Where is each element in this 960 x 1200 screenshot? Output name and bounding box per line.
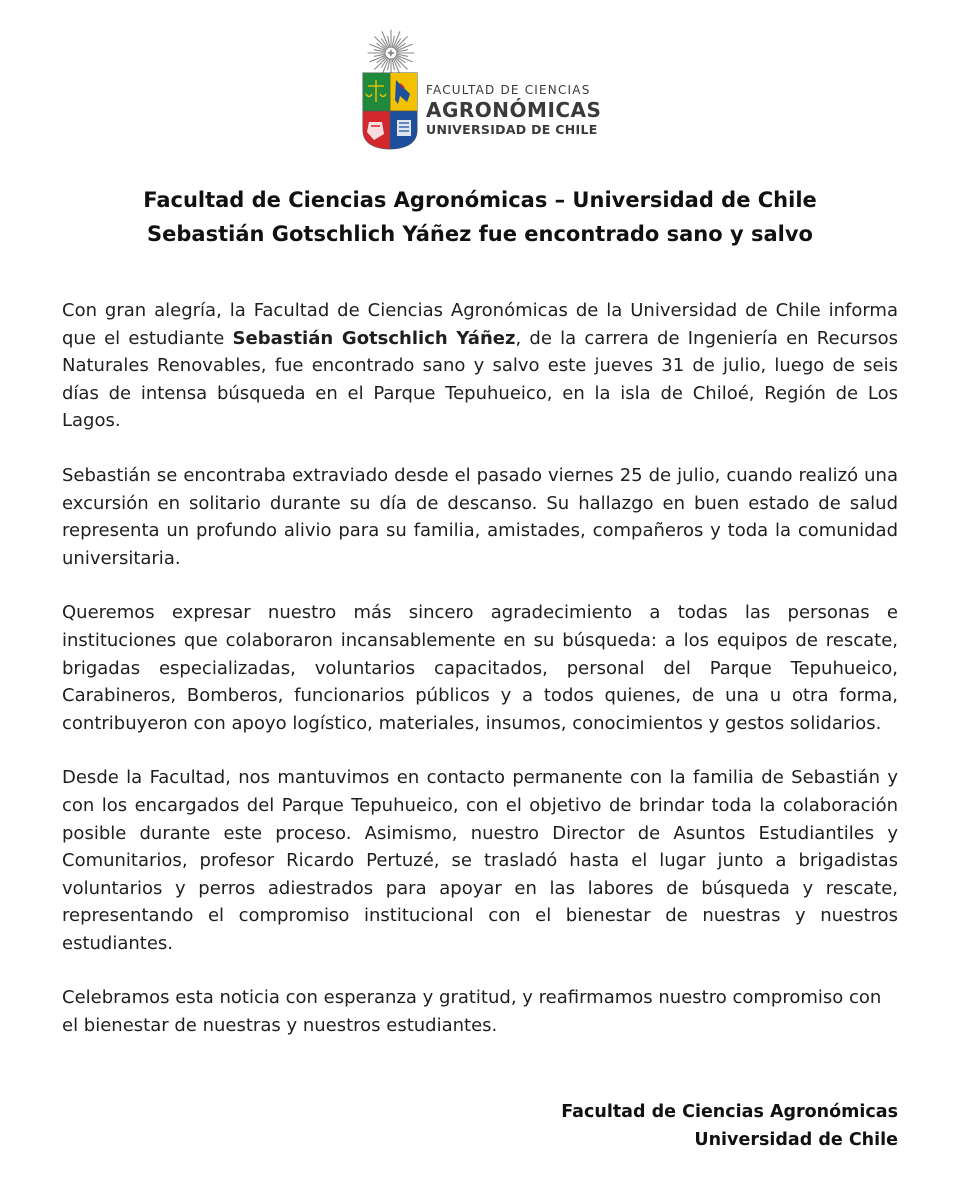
document-body (62, 297, 898, 1067)
logo-line-3: UNIVERSIDAD DE CHILE (426, 122, 598, 137)
faculty-logo (362, 28, 622, 150)
p1-text-after: , de la carrera de Ingeniería en Recursos Naturales Renovables, fue encontrado sano y salvo este jueves 31 de julio, luego de seis días de intensa búsqueda en el Parque Tepuhueico, en la isla de Chiloé, Región de Los Lagos. (62, 327, 899, 432)
logo-wordmark (426, 84, 601, 137)
logo-line-2: AGRONÓMICAS (426, 98, 602, 122)
signature-line-1: Facultad de Ciencias Agronómicas (561, 1102, 898, 1122)
paragraph-5: Celebramos esta noticia con esperanza y gratitud, y reafirmamos nuestro compromiso con el bienestar de nuestras y nuestros estudiantes. (62, 987, 882, 1037)
title-line-1: Facultad de Ciencias Agronómicas – Universidad de Chile (143, 188, 817, 212)
university-shield-icon (362, 72, 418, 150)
student-name: Sebastián Gotschlich Yáñez (232, 327, 516, 349)
signature-block (561, 1098, 898, 1154)
sunburst-star-icon (366, 28, 416, 78)
paragraph-2: Sebastián se encontraba extraviado desde el pasado viernes 25 de julio, cuando realizó una excursión en solitario durante su día de descanso. Su hallazgo en buen estado de salud representa un profundo alivio para su familia, amistades, compañeros y toda la comunidad universitaria. (62, 464, 898, 569)
paragraph-3: Queremos expresar nuestro más sincero agradecimiento a todas las personas e instituciones que colaboraron incansablemente en su búsqueda: a los equipos de rescate, brigadas especializadas, voluntarios capacitados, personal del Parque Tepuhueico, Carabineros, Bomberos, funcionarios públicos y a todos quienes, de una u otra forma, contribuyeron con apoyo logístico, materiales, insumos, conocimientos y gestos solidarios. (62, 602, 898, 734)
logo-line-1: FACULTAD DE CIENCIAS (426, 83, 591, 97)
p1-text-before: Con gran alegría, la Facultad de Ciencias Agronómicas de la Universidad de Chile informa que el estudiante (62, 300, 898, 349)
document-title (40, 183, 920, 251)
paragraph-4: Desde la Facultad, nos mantuvimos en contacto permanente con la familia de Sebastián y con los encargados del Parque Tepuhueico, con el objetivo de brindar toda la colaboración posible durante este proceso. Asimismo, nuestro Director de Asuntos Estudiantiles y Comunitarios, profesor Ricardo Pertuzé, se trasladó hasta el lugar junto a brigadistas voluntarios y perros adiestrados para apoyar en las labores de búsqueda y rescate, representando el compromiso institucional con el bienestar de nuestras y nuestros estudiantes. (62, 767, 898, 954)
title-line-2: Sebastián Gotschlich Yáñez fue encontrado sano y salvo (147, 222, 813, 246)
signature-line-2: Universidad de Chile (694, 1130, 898, 1150)
paragraph-1 (62, 297, 898, 435)
